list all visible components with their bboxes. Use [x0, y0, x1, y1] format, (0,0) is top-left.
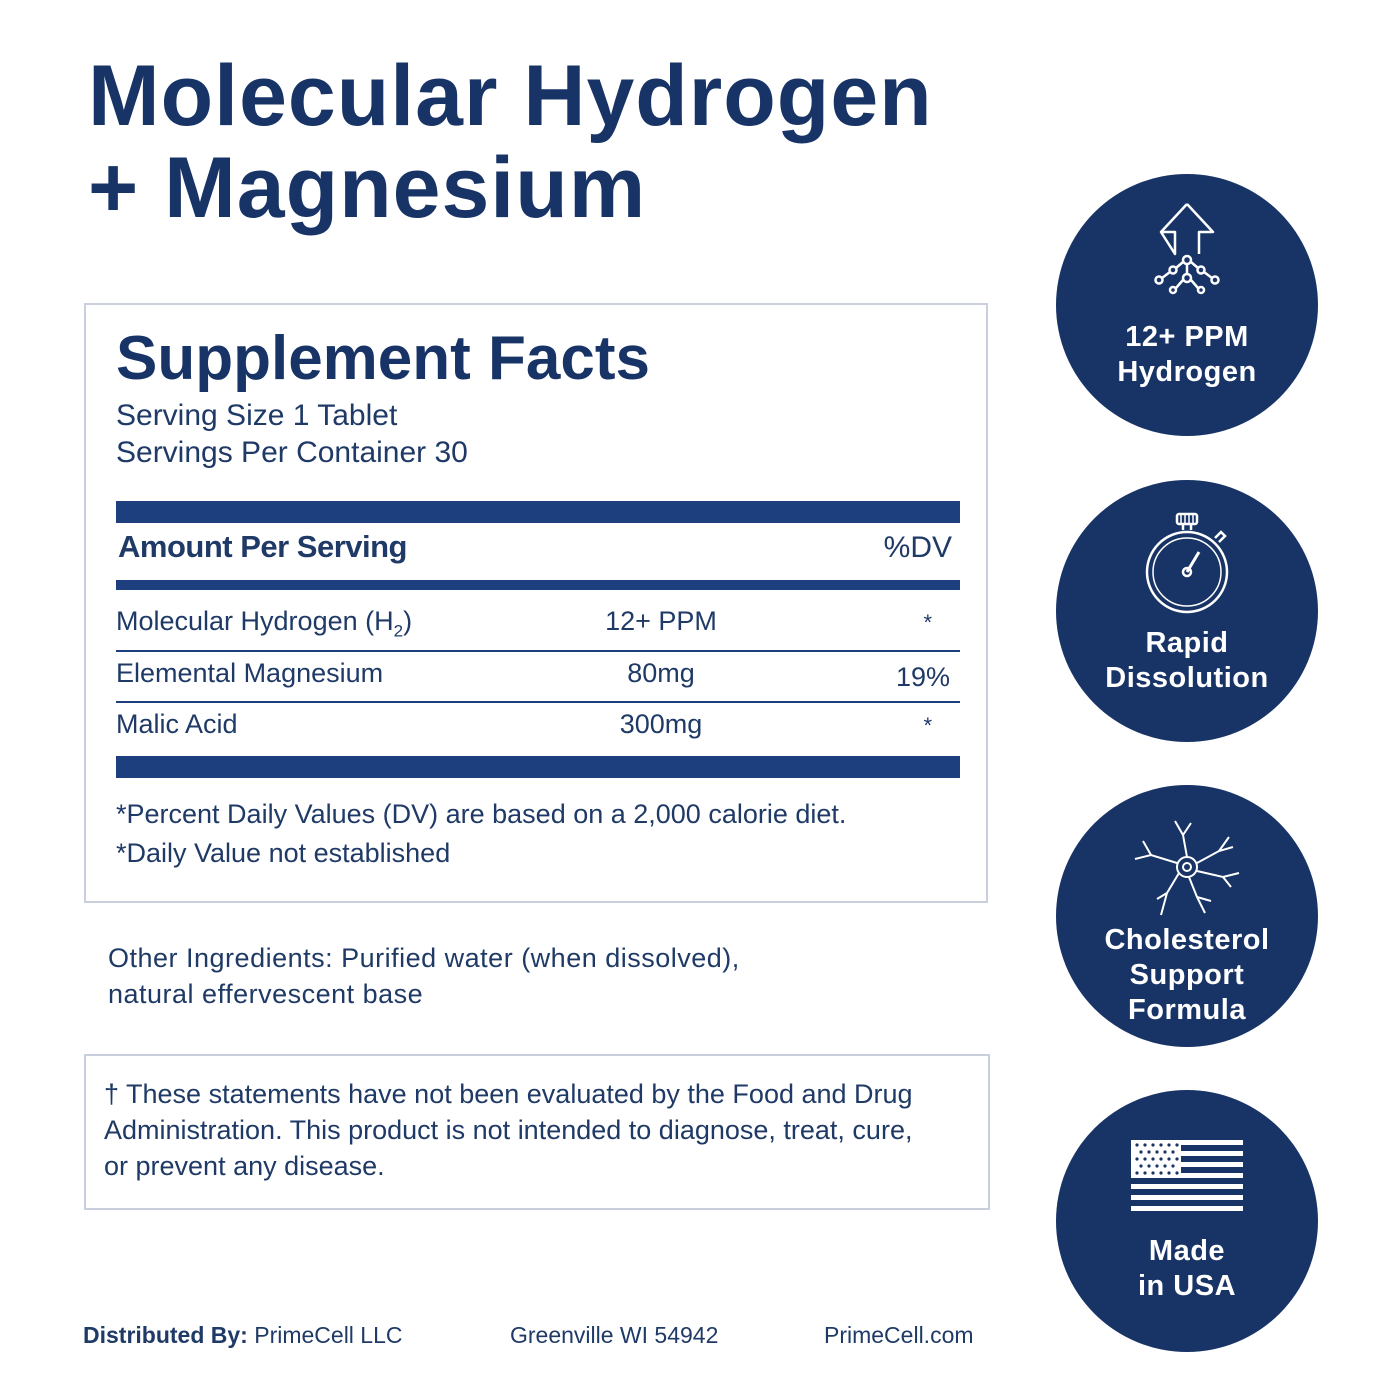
thick-divider-bottom	[116, 756, 960, 778]
servings-per-container: Servings Per Container 30	[116, 436, 468, 469]
other-ingredients-line1: Other Ingredients: Purified water (when dissolved),	[108, 943, 740, 973]
us-flag-icon	[1131, 1140, 1243, 1212]
ingredient-amount: 80mg	[627, 658, 695, 688]
footnote-dv-basis: *Percent Daily Values (DV) are based on a 2,000 calorie diet.	[116, 799, 847, 829]
distributor	[83, 1322, 403, 1349]
badge-made-in-usa	[1056, 1090, 1318, 1352]
badge-hydrogen-label: 12+ PPM Hydrogen	[1117, 321, 1257, 388]
medium-divider	[116, 580, 960, 590]
table-row	[116, 600, 960, 650]
fda-disclaimer-box	[84, 1054, 990, 1210]
badge-cholesterol-label: Cholesterol Support Formula	[1104, 924, 1270, 1026]
serving-size: Serving Size 1 Tablet	[116, 399, 398, 432]
distributor-company: PrimeCell LLC	[254, 1322, 403, 1348]
hydrogen-arrow-icon	[1137, 196, 1237, 296]
website-link[interactable]: PrimeCell.com	[824, 1322, 974, 1348]
product-title-line2: + Magnesium	[88, 140, 647, 236]
product-title-line1: Molecular Hydrogen	[88, 48, 933, 144]
disclaimer-line3: or prevent any disease.	[104, 1151, 385, 1181]
distributed-by-label: Distributed By:	[83, 1322, 248, 1348]
badge-rapid-dissolution-label: Rapid Dissolution	[1105, 627, 1269, 694]
product-title	[88, 50, 933, 234]
stopwatch-icon	[1137, 508, 1237, 618]
ingredient-name: Elemental Magnesium	[116, 658, 384, 688]
table-row	[116, 703, 960, 753]
supplement-facts-panel	[84, 303, 988, 903]
ingredient-name: Molecular Hydrogen $(H_2)$	[116, 606, 413, 641]
disclaimer-line2: Administration. This product is not intended to diagnose, treat, cure,	[104, 1115, 913, 1145]
badge-rapid-dissolution	[1056, 480, 1318, 742]
amount-per-serving-label: Amount Per Serving	[118, 529, 407, 564]
supplement-facts-heading: Supplement Facts	[116, 324, 650, 393]
ingredient-dv: *	[923, 610, 932, 635]
thick-divider-top	[116, 501, 960, 523]
badge-hydrogen	[1056, 174, 1318, 436]
table-row	[116, 652, 960, 702]
badge-made-in-usa-label: Made in USA	[1137, 1235, 1237, 1302]
fda-disclaimer	[104, 1076, 984, 1184]
other-ingredients	[108, 940, 928, 1012]
other-ingredients-line2: natural effervescent base	[108, 979, 424, 1009]
ingredient-amount: 300mg	[619, 709, 703, 739]
badge-cholesterol	[1056, 785, 1318, 1047]
disclaimer-line1: † These statements have not been evaluated by the Food and Drug	[104, 1079, 913, 1109]
ingredient-amount: 12+ PPM	[605, 606, 717, 636]
neuron-icon	[1127, 815, 1247, 925]
ingredient-name: Malic Acid	[116, 709, 238, 739]
ingredient-dv: 19%	[895, 662, 950, 692]
dv-header: %DV	[883, 531, 952, 564]
ingredient-dv: *	[923, 713, 932, 738]
footnote-dv-not-established: *Daily Value not established	[116, 838, 451, 868]
distributor-address: Greenville WI 54942	[510, 1322, 719, 1348]
